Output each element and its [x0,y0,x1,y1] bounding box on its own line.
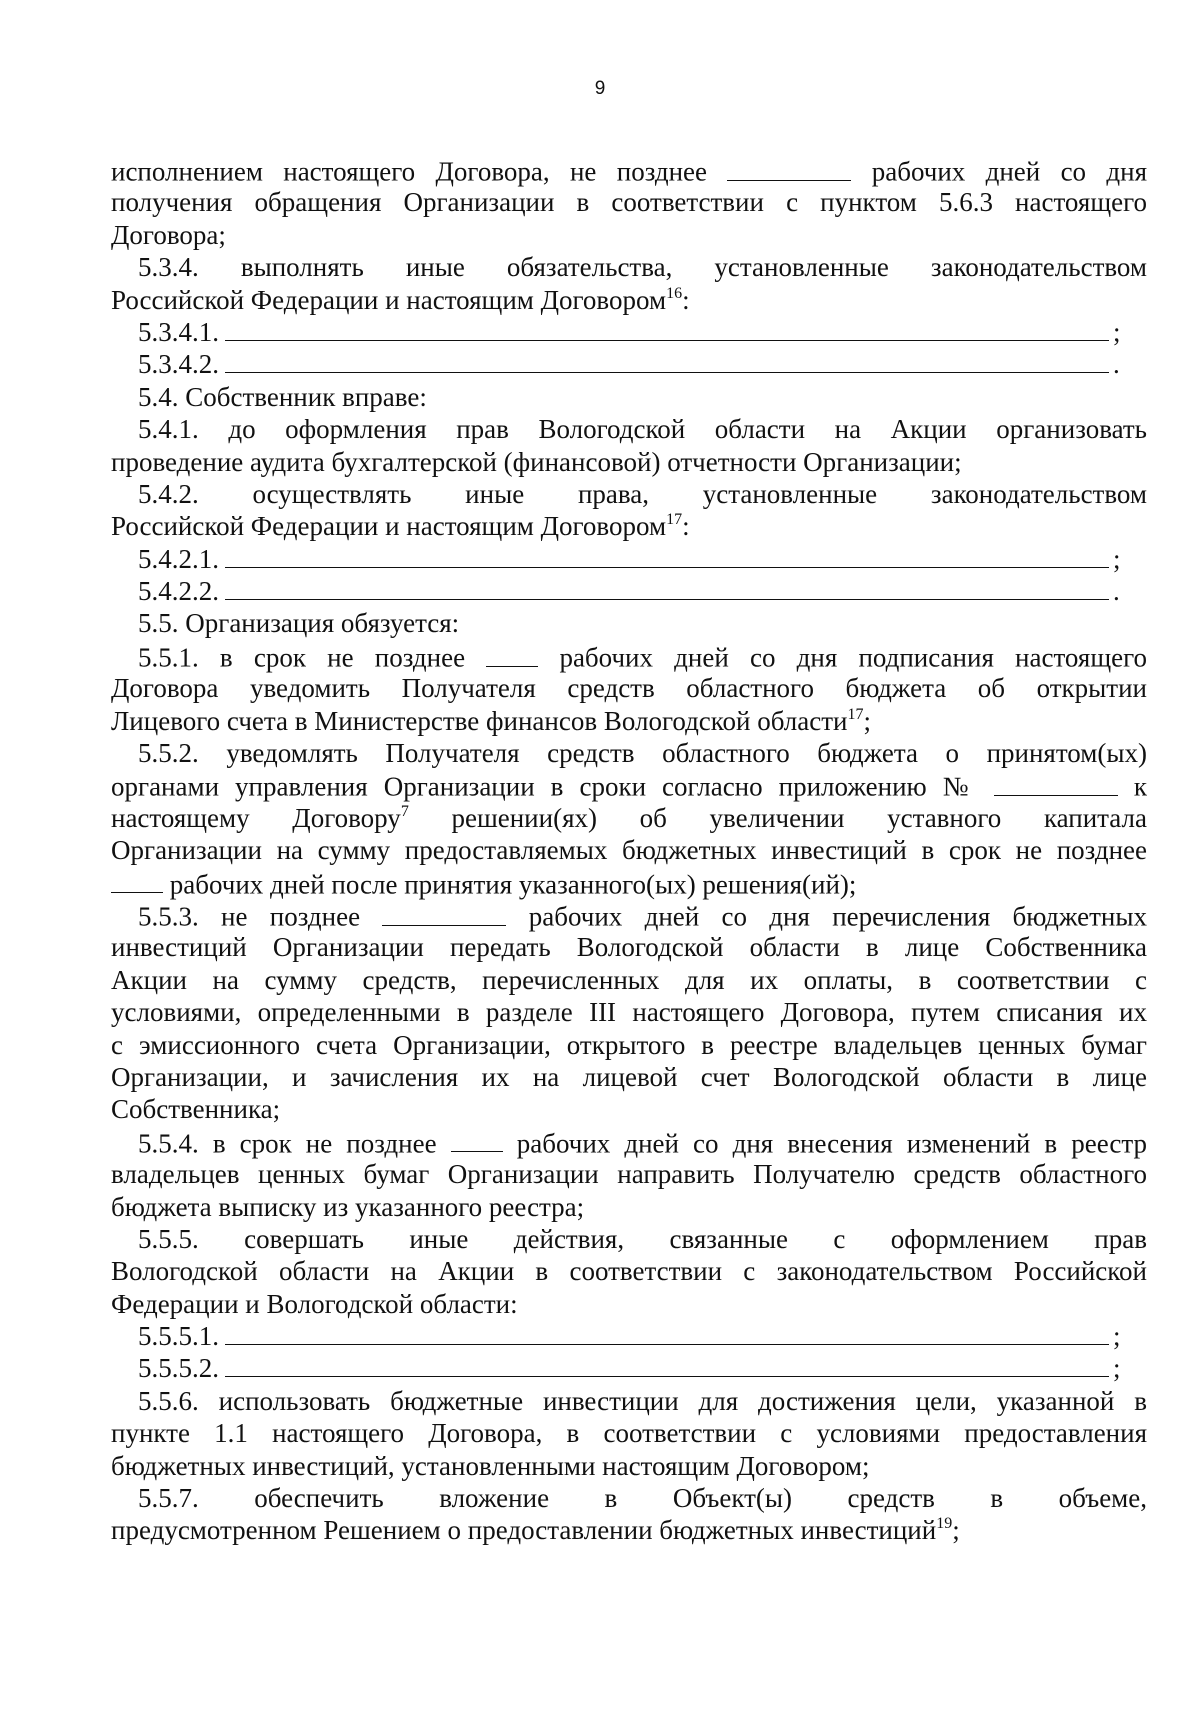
text-line: Акции на сумму средств, перечисленных для их оплаты, в соответствии с [111,964,1147,995]
paragraph-5-5-6: 5.5.6. использовать бюджетные инвестиции для достижения цели, указанной в [138,1385,1147,1416]
blank-field [382,899,506,926]
text-line: владельцев ценных бумаг Организации направить Получателю средств областного [111,1159,1147,1190]
paragraph-5-5-5: 5.5.5. совершать иные действия, связанные с оформлением прав [138,1223,1147,1254]
paragraph-5-5-1: 5.5.1. в срок не позднее рабочих дней со дня подписания настоящего [111,640,1147,672]
paragraph-5-4-2: 5.4.2. осуществлять иные права, установленные законодательством [138,478,1147,509]
text-line: настоящему Договору$^7$ решении(ях) об увеличении уставного капитала [111,802,1147,833]
text-line: рабочих дней после принятия указанного(ых) решения(ий); [111,867,1147,899]
blank-field [225,577,1109,600]
paragraph-5-3-4: 5.3.4. выполнять иные обязательства, установленные законодательством [138,252,1147,283]
page-number: 9 [594,78,606,99]
blank-field [111,867,163,894]
text-line: Договора; [111,219,226,250]
text-line: органами управления Организации в сроки согласно приложению № к [111,769,1147,801]
blank-field [451,1126,503,1153]
text-line: исполнением настоящего Договора, не позднее рабочих дней со дня [111,154,1147,186]
paragraph-5-5-7: 5.5.7. обеспечить вложение в Объект(ы) средств в объеме, [138,1483,1147,1514]
fill-line-5-3-4-2: 5.3.4.2. . [138,349,1120,380]
text-line: бюджетных инвестиций, установленными настоящим Договором; [111,1450,870,1481]
blank-field [486,640,538,667]
footnote-ref: 17 [666,511,683,529]
fill-line-5-4-2-2: 5.4.2.2. . [138,576,1120,607]
document-body [111,154,1147,1547]
text-line: Лицевого счета в Министерстве финансов Вологодской области$^{17}$; [111,705,872,736]
footnote-ref: 19 [936,1515,953,1533]
text-line: инвестиций Организации передать Вологодской области в лице Собственника [111,932,1147,963]
footnote-ref: 7 [400,802,409,820]
fill-line-5-4-2-1: 5.4.2.1. ; [138,543,1121,574]
text-line: Организации, и зачисления их на лицевой счет Вологодской области в лице [111,1061,1147,1092]
text-line: Российской Федерации и настоящим Договором$^{16}$: [111,284,690,315]
blank-field [225,545,1109,568]
text-line: Федерации и Вологодской области: [111,1288,518,1319]
text-line: условиями, определенными в разделе III настоящего Договора, путем списания их [111,997,1147,1028]
fill-line-5-3-4-1: 5.3.4.1. ; [138,316,1121,347]
blank-field [727,154,851,181]
blank-field [225,1322,1109,1345]
text-line: Организации на сумму предоставляемых бюджетных инвестиций в срок не позднее [111,835,1147,866]
fill-line-5-5-5-2: 5.5.5.2. ; [138,1353,1121,1384]
section-5-5-heading: 5.5. Организация обязуется: [138,608,460,639]
text-line: проведение аудита бухгалтерской (финансовой) отчетности Организации; [111,446,962,477]
text-line: пункте 1.1 настоящего Договора, в соответствии с условиями предоставления [111,1418,1147,1449]
paragraph-5-5-3: 5.5.3. не позднее рабочих дней со дня перечисления бюджетных [111,899,1147,931]
section-5-4-heading: 5.4. Собственник вправе: [138,381,427,412]
blank-field [994,769,1118,796]
blank-field [225,350,1109,373]
text-line: предусмотренном Решением о предоставлении бюджетных инвестиций$^{19}$; [111,1515,960,1546]
text-line: бюджета выписку из указанного реестра; [111,1191,585,1222]
paragraph-5-5-4: 5.5.4. в срок не позднее рабочих дней со дня внесения изменений в реестр [111,1126,1147,1158]
text-line: Вологодской области на Акции в соответствии с законодательством Российской [111,1256,1147,1287]
fill-line-5-5-5-1: 5.5.5.1. ; [138,1321,1121,1352]
footnote-ref: 17 [847,705,864,723]
text-line: с эмиссионного счета Организации, открытого в реестре владельцев ценных бумаг [111,1029,1147,1060]
text-line: получения обращения Организации в соответствии с пунктом 5.6.3 настоящего [111,187,1147,218]
paragraph-5-4-1: 5.4.1. до оформления прав Вологодской области на Акции организовать [138,414,1147,445]
text-line: Договора уведомить Получателя средств областного бюджета об открытии [111,673,1147,704]
paragraph-5-5-2: 5.5.2. уведомлять Получателя средств областного бюджета о принятом(ых) [138,738,1147,769]
blank-field [225,1354,1109,1377]
text-line: Собственника; [111,1094,281,1125]
footnote-ref: 16 [666,284,683,302]
text-line: Российской Федерации и настоящим Договором$^{17}$: [111,511,690,542]
blank-field [225,318,1109,341]
